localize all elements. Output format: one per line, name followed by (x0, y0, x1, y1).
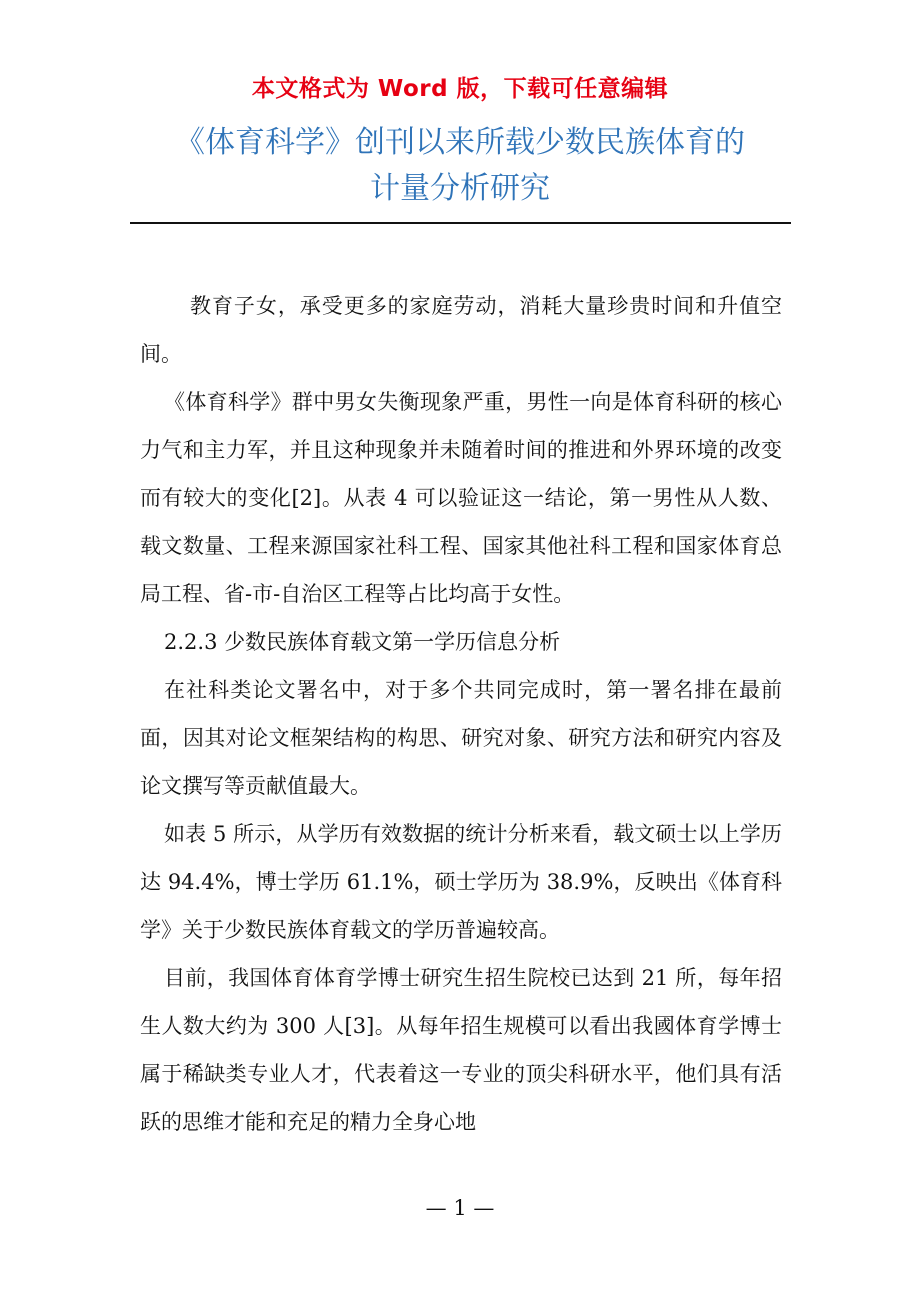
paragraph-4: 如表 5 所示，从学历有效数据的统计分析来看，载文硕士以上学历达 94.4%，博士学历 61.1%，硕士学历为 38.9%，反映出《体育科学》关于少数民族体育载文的学历普遍较高。 (140, 822, 782, 942)
paragraph-2: 《体育科学》群中男女失衡现象严重，男性一向是体育科研的核心力气和主力军，并且这种现象并未随着时间的推进和外界环境的改变而有较大的变化[2]。从表 4 可以验证这一结论，第一男性从人数、载文数量、工程来源国家社科工程、国家其他社科工程和国家体育总局工程、省-市-自治区工程等占比均高于女性。 (140, 390, 782, 606)
title-divider (130, 222, 791, 224)
title-line-2: 计量分析研究 (370, 171, 550, 206)
page-number: — 1 — (425, 1196, 495, 1220)
title-line-1: 《体育科学》创刊以来所载少数民族体育的 (175, 125, 745, 160)
paragraph-3: 在社科类论文署名中，对于多个共同完成时，第一署名排在最前面，因其对论文框架结构的构思、研究对象、研究方法和研究内容及论文撰写等贡献值最大。 (140, 678, 782, 798)
section-heading-2-2-3: 2.2.3 少数民族体育载文第一学历信息分析 (164, 630, 561, 654)
format-notice: 本文格式为 Word 版，下载可任意编辑 (251, 76, 669, 102)
document-body (140, 282, 782, 1146)
document-title (110, 120, 810, 212)
paragraph-5: 目前，我国体育体育学博士研究生招生院校已达到 21 所，每年招生人数大约为 300 人[3]。从每年招生规模可以看出我國体育学博士属于稀缺类专业人才，代表着这一专业的顶尖科研水平，他们具有活跃的思维才能和充足的精力全身心地 (140, 966, 782, 1134)
paragraph-1: 教育子女，承受更多的家庭劳动，消耗大量珍贵时间和升值空间。 (140, 294, 782, 366)
